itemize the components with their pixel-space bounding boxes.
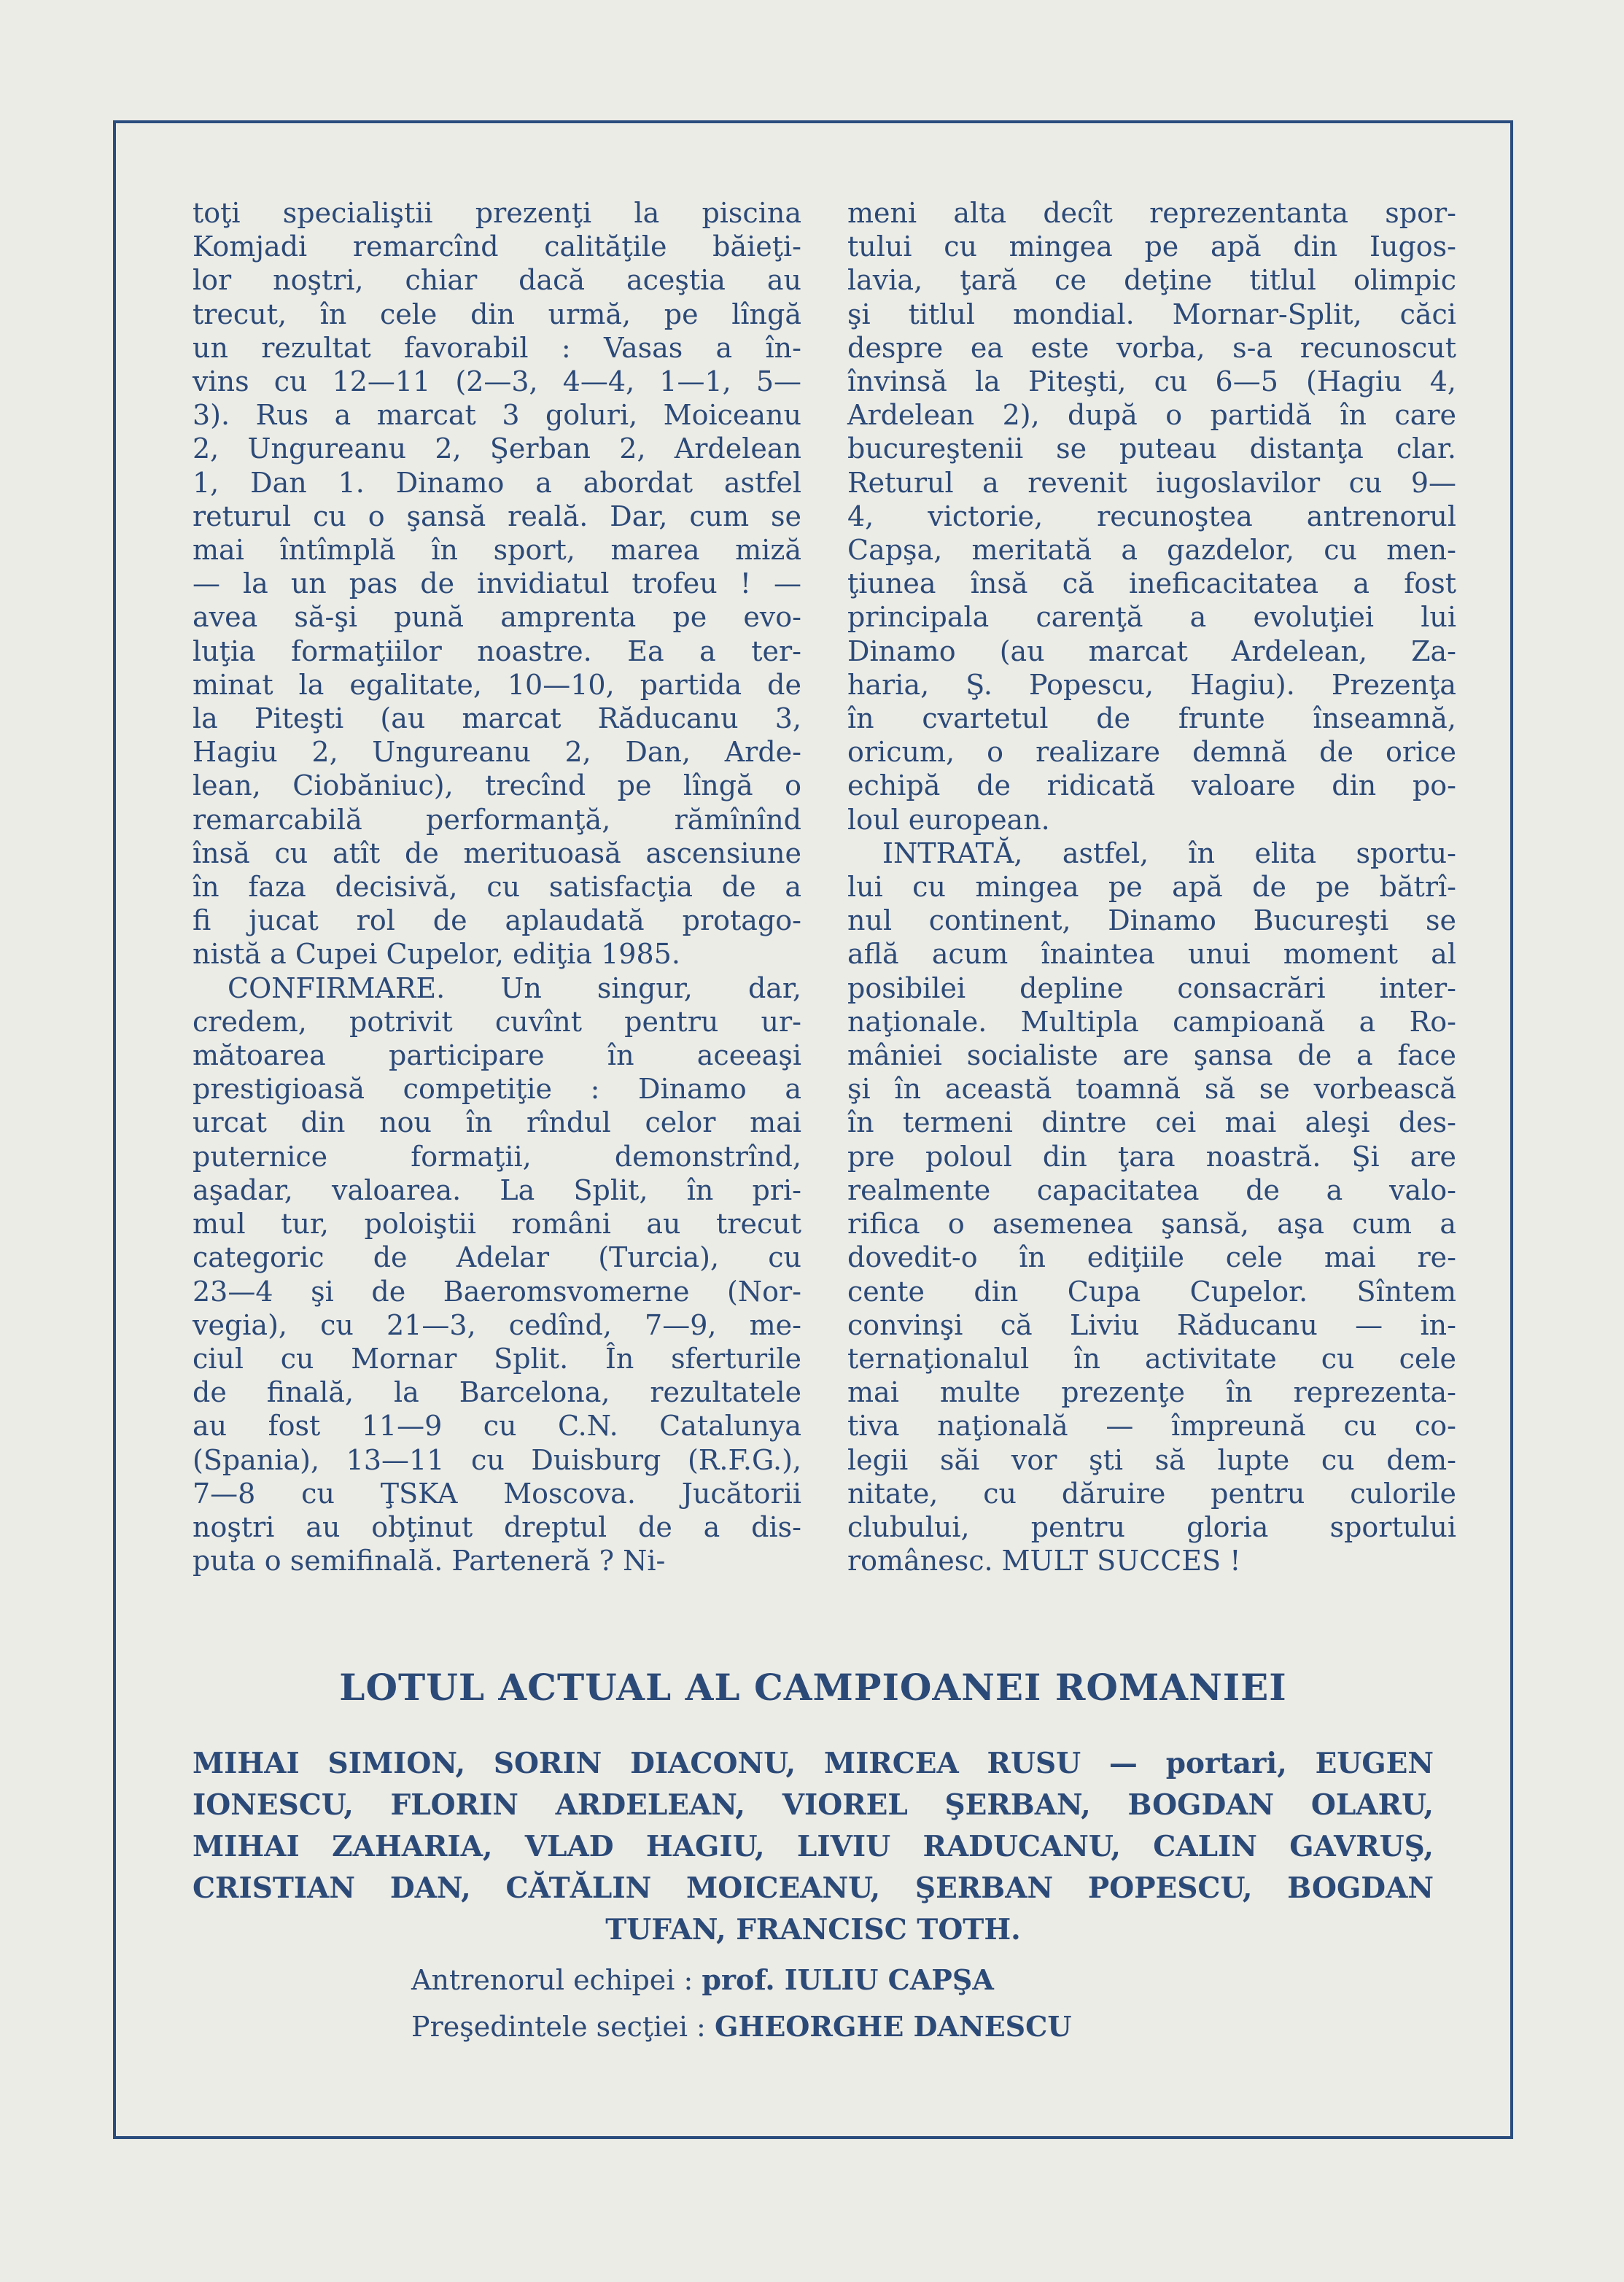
text-line: lor noştri, chiar dacă aceştia au bbox=[193, 264, 801, 297]
text-line: Ardelean 2), după o partidă în care bbox=[847, 399, 1456, 432]
coach-credit bbox=[193, 1957, 1434, 2003]
text-line: dovedit-o în ediţiile cele mai re- bbox=[847, 1241, 1456, 1274]
text-line: mai întîmplă în sport, marea miză bbox=[193, 534, 801, 567]
text-line: haria, Ş. Popescu, Hagiu). Prezenţa bbox=[847, 668, 1456, 701]
text-line: CONFIRMARE. Un singur, dar, bbox=[228, 971, 801, 1004]
text-line: puta o semifinală. Parteneră ? Ni- bbox=[193, 1545, 666, 1577]
text-line: 3). Rus a marcat 3 goluri, Moiceanu bbox=[193, 399, 801, 432]
text-line: legii săi vor şti să lupte cu dem- bbox=[847, 1443, 1456, 1476]
text-line: remarcabilă performanţă, rămînînd bbox=[193, 803, 801, 836]
roster-line: IONESCU, FLORIN ARDELEAN, VIOREL ŞERBAN, BOGDAN OLARU, bbox=[193, 1788, 1434, 1822]
text-line: mul tur, poloiştii români au trecut bbox=[193, 1208, 801, 1241]
text-line: Capşa, meritată a gazdelor, cu men- bbox=[847, 534, 1456, 567]
text-line: nitate, cu dăruire pentru culorile bbox=[847, 1477, 1456, 1510]
text-line: convinşi că Liviu Răducanu — in- bbox=[847, 1308, 1456, 1341]
text-line: cente din Cupa Cupelor. Sîntem bbox=[847, 1275, 1456, 1308]
text-line: puternice formaţii, demonstrînd, bbox=[193, 1140, 801, 1173]
roster-line: TUFAN, FRANCISC TOTH. bbox=[605, 1913, 1021, 1947]
text-line: vegia), cu 21—3, cedînd, 7—9, me- bbox=[193, 1308, 801, 1341]
text-line: avea să-şi pună amprenta pe evo- bbox=[193, 601, 801, 634]
text-line: ternaţionalul în activitate cu cele bbox=[847, 1342, 1456, 1375]
page-frame bbox=[113, 120, 1513, 2139]
text-line: principala carenţă a evoluţiei lui bbox=[847, 601, 1456, 634]
text-line: 1, Dan 1. Dinamo a abordat astfel bbox=[193, 466, 801, 499]
text-line: ciul cu Mornar Split. În sferturile bbox=[193, 1342, 801, 1375]
text-line: trecut, în cele din urmă, pe lîngă bbox=[193, 298, 801, 330]
article-left-column bbox=[193, 196, 801, 1577]
text-line: şi titlul mondial. Mornar-Split, căci bbox=[847, 298, 1456, 330]
text-line: fi jucat rol de aplaudată protago- bbox=[193, 904, 801, 937]
text-line: minat la egalitate, 10—10, partida de bbox=[193, 668, 801, 701]
text-line: mai multe prezenţe în reprezenta- bbox=[847, 1376, 1456, 1409]
article-right-column bbox=[847, 196, 1456, 1577]
coach-name: prof. IULIU CAPŞA bbox=[702, 1963, 994, 1996]
text-line: în faza decisivă, cu satisfacţia de a bbox=[193, 871, 801, 904]
staff-credits bbox=[193, 1957, 1434, 2050]
roster-names bbox=[193, 1743, 1434, 1951]
text-line: loul european. bbox=[847, 803, 1050, 836]
text-line: lean, Ciobăniuc), trecînd pe lîngă o bbox=[193, 769, 801, 802]
text-line: Returul a revenit iugoslavilor cu 9— bbox=[847, 466, 1456, 499]
text-line: nul continent, Dinamo Bucureşti se bbox=[847, 904, 1456, 937]
text-line: returul cu o şansă reală. Dar, cum se bbox=[193, 500, 801, 532]
text-line: învinsă la Piteşti, cu 6—5 (Hagiu 4, bbox=[847, 365, 1456, 398]
text-line: în termeni dintre cei mai aleşi des- bbox=[847, 1106, 1456, 1139]
text-line: nistă a Cupei Cupelor, ediţia 1985. bbox=[193, 938, 680, 971]
text-line: însă cu atît de merituoasă ascensiune bbox=[193, 837, 801, 869]
text-line: în cvartetul de frunte înseamnă, bbox=[847, 702, 1456, 735]
text-line: bucureştenii se puteau distanţa clar. bbox=[847, 432, 1456, 465]
text-line: aşadar, valoarea. La Split, în pri- bbox=[193, 1173, 801, 1206]
text-line: ţiunea însă că ineficacitatea a fost bbox=[847, 567, 1456, 600]
roster-title: LOTUL ACTUAL AL CAMPIOANEI ROMANIEI bbox=[339, 1666, 1287, 1709]
text-line: realmente capacitatea de a valo- bbox=[847, 1173, 1456, 1206]
text-line: credem, potrivit cuvînt pentru ur- bbox=[193, 1005, 801, 1038]
text-line: clubului, pentru gloria sportului bbox=[847, 1510, 1456, 1543]
text-line: INTRATĂ, astfel, în elita sportu- bbox=[882, 837, 1456, 869]
text-line: noştri au obţinut dreptul de a dis- bbox=[193, 1510, 801, 1543]
text-line: 4, victorie, recunoştea antrenorul bbox=[847, 500, 1456, 532]
roster-line: MIHAI SIMION, SORIN DIACONU, MIRCEA RUSU — portari, EUGEN bbox=[193, 1747, 1434, 1780]
text-line: rifica o asemenea şansă, aşa cum a bbox=[847, 1208, 1456, 1241]
roster-line: MIHAI ZAHARIA, VLAD HAGIU, LIVIU RADUCANU, CALIN GAVRUŞ, bbox=[193, 1830, 1434, 1863]
text-line: Hagiu 2, Ungureanu 2, Dan, Arde- bbox=[193, 736, 801, 769]
text-line: despre ea este vorba, s-a recunoscut bbox=[847, 331, 1456, 364]
roster-section bbox=[193, 1666, 1434, 2050]
text-line: mâniei socialiste are şansa de a face bbox=[847, 1039, 1456, 1072]
text-line: 7—8 cu ŢSKA Moscova. Jucătorii bbox=[193, 1477, 801, 1510]
coach-label: Antrenorul echipei : bbox=[411, 1964, 693, 1996]
text-line: posibilei depline consacrări inter- bbox=[847, 971, 1456, 1004]
text-line: lavia, ţară ce deţine titlul olimpic bbox=[847, 264, 1456, 297]
text-line: au fost 11—9 cu C.N. Catalunya bbox=[193, 1410, 801, 1443]
text-line: prestigioasă competiţie : Dinamo a bbox=[193, 1073, 801, 1106]
text-line: află acum înaintea unui moment al bbox=[847, 938, 1456, 971]
text-line: lui cu mingea pe apă de pe bătrî- bbox=[847, 871, 1456, 904]
text-line: tiva naţională — împreună cu co- bbox=[847, 1410, 1456, 1443]
president-credit bbox=[193, 2003, 1434, 2050]
text-line: (Spania), 13—11 cu Duisburg (R.F.G.), bbox=[193, 1443, 801, 1476]
text-line: de finală, la Barcelona, rezultatele bbox=[193, 1376, 801, 1409]
text-line: toţi specialiştii prezenţi la piscina bbox=[193, 197, 801, 229]
text-line: luţia formaţiilor noastre. Ea a ter- bbox=[193, 634, 801, 667]
text-line: Komjadi remarcînd calităţile băieţi- bbox=[193, 230, 801, 263]
text-line: Dinamo (au marcat Ardelean, Za- bbox=[847, 634, 1456, 667]
text-line: categoric de Adelar (Turcia), cu bbox=[193, 1241, 801, 1274]
text-line: 2, Ungureanu 2, Şerban 2, Ardelean bbox=[193, 432, 801, 465]
text-line: oricum, o realizare demnă de orice bbox=[847, 736, 1456, 769]
text-line: şi în această toamnă să se vorbească bbox=[847, 1073, 1456, 1106]
text-line: la Piteşti (au marcat Răducanu 3, bbox=[193, 702, 801, 735]
text-line: tului cu mingea pe apă din Iugos- bbox=[847, 230, 1456, 263]
roster-line: CRISTIAN DAN, CĂTĂLIN MOICEANU, ŞERBAN POPESCU, BOGDAN bbox=[193, 1871, 1434, 1905]
text-line: echipă de ridicată valoare din po- bbox=[847, 769, 1456, 802]
text-line: naţionale. Multipla campioană a Ro- bbox=[847, 1005, 1456, 1038]
text-line: meni alta decît reprezentanta spor- bbox=[847, 197, 1456, 229]
text-line: pre poloul din ţara noastră. Şi are bbox=[847, 1140, 1456, 1173]
text-line: un rezultat favorabil : Vasas a în- bbox=[193, 331, 801, 364]
text-line: mătoarea participare în aceeaşi bbox=[193, 1039, 801, 1072]
president-name: GHEORGHE DANESCU bbox=[714, 2010, 1072, 2043]
text-line: urcat din nou în rîndul celor mai bbox=[193, 1106, 801, 1139]
text-line: românesc. MULT SUCCES ! bbox=[847, 1545, 1241, 1577]
president-label: Preşedintele secţiei : bbox=[411, 2011, 706, 2043]
text-line: 23—4 şi de Baeromsvomerne (Nor- bbox=[193, 1275, 801, 1308]
text-line: vins cu 12—11 (2—3, 4—4, 1—1, 5— bbox=[193, 365, 801, 398]
text-line: — la un pas de invidiatul trofeu ! — bbox=[193, 567, 801, 600]
